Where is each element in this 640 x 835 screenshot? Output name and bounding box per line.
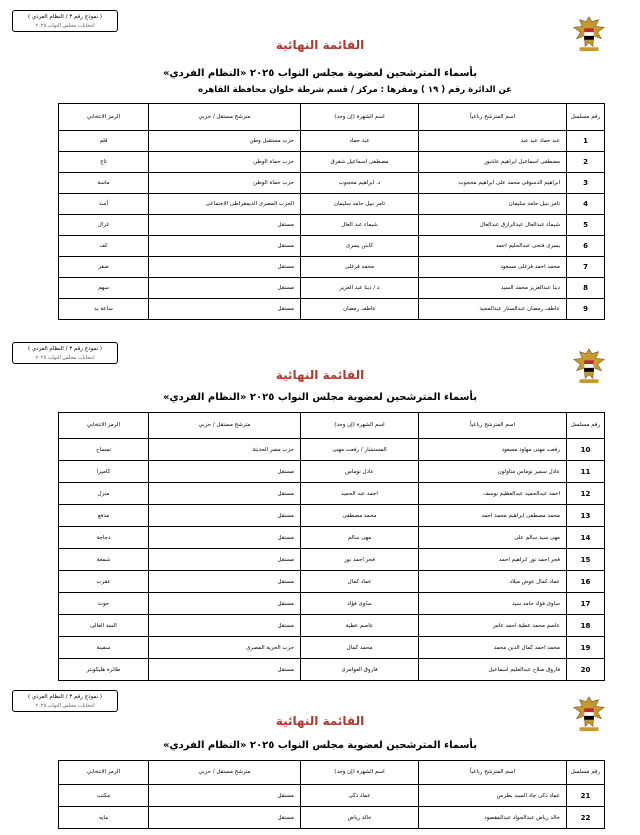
row-name: محمد احمد كمال الدين محمد [419,637,567,659]
table-row [59,659,605,681]
row-nickname: محمد مصطفى [301,505,419,527]
row-symbol: حوت [59,593,149,615]
row-num: 4 [567,194,605,215]
row-nickname: فاروق العوامرى [301,659,419,681]
table-row [59,173,605,194]
row-affiliation: مستقل [149,236,301,257]
form-badge [12,690,118,712]
row-symbol: مكتب [59,785,149,807]
table-row [59,215,605,236]
row-num: 20 [567,659,605,681]
header-symbol: الرمز الانتخابي [59,104,149,131]
row-nickname: مهى سالم [301,527,419,549]
header-name: اسم المترشح رباعياً [419,413,567,439]
row-num: 5 [567,215,605,236]
row-affiliation: حزب حماة الوطن [149,173,301,194]
candidates-table [58,760,605,829]
candidates-table [58,103,605,320]
row-affiliation: حزب مستقبل وطن [149,131,301,152]
row-symbol: سفينة [59,637,149,659]
row-symbol: منزل [59,483,149,505]
form-badge-line2: انتخابات مجلس النواب ٢٠٢٥ [35,23,95,29]
row-symbol: أسد [59,194,149,215]
row-affiliation: مستقل [149,659,301,681]
row-symbol: كف [59,236,149,257]
row-nickname: محمد كمال [301,637,419,659]
row-name: عاطف رمضان عبدالستار عبدالمجيد [419,299,567,320]
table-header-row [59,104,605,131]
row-name: محمد احمد فرغلى مسعود [419,257,567,278]
row-num: 13 [567,505,605,527]
row-affiliation: مستقل [149,299,301,320]
row-affiliation: مستقل [149,615,301,637]
final-list-title: القائمة النهائية [275,368,365,382]
table-row [59,461,605,483]
table-row [59,299,605,320]
row-name: ساوى فؤاد حامد سيد [419,593,567,615]
row-nickname: تامر نبيل حامد سليمان [301,194,419,215]
row-name: خالد رياض عبدالجواد عبدالمقصود [419,807,567,829]
row-name: فجر احمد نور ابراهيم احمد [419,549,567,571]
row-symbol: قلم [59,131,149,152]
header-num: رقم مسلسل [567,104,605,131]
table-row [59,527,605,549]
row-affiliation: مستقل [149,807,301,829]
row-name: رفعت مهنى مهاود مسعود [419,439,567,461]
row-affiliation: مستقل [149,549,301,571]
table-row [59,236,605,257]
row-symbol: تمساح [59,439,149,461]
row-symbol: سهم [59,278,149,299]
row-nickname: مصطفى اسماعيل شقرق [301,152,419,173]
table-row [59,257,605,278]
row-name: مهى سيد سالم على [419,527,567,549]
row-affiliation: الحزب المصرى الديمقراطى الاجتماعى [149,194,301,215]
header-num: رقم مسلسل [567,413,605,439]
row-num: 17 [567,593,605,615]
row-nickname: فجر احمد نور [301,549,419,571]
row-name: عماد كمال عوض ميلاد [419,571,567,593]
table-row [59,505,605,527]
page-section-1 [0,10,640,330]
row-num: 18 [567,615,605,637]
table-row [59,194,605,215]
row-nickname: عاصم عطية [301,615,419,637]
row-nickname: عماد ذكى [301,785,419,807]
row-nickname: عماد كمال [301,571,419,593]
candidates-table [58,412,605,681]
row-name: مصطفى اسماعيل ابراهيم عاشور [419,152,567,173]
row-nickname: د. ابراهيم محجوب [301,173,419,194]
row-affiliation: حزب مصر الحديثة [149,439,301,461]
table-row [59,549,605,571]
form-badge-line2: انتخابات مجلس النواب ٢٠٢٥ [35,703,95,709]
table-row [59,785,605,807]
final-list-title: القائمة النهائية [275,714,365,728]
row-symbol: ماسة [59,173,149,194]
row-num: 19 [567,637,605,659]
table-row [59,152,605,173]
form-badge-line1: ( نموذج رقم ٣ / النظام الفردي ) [27,14,103,20]
row-num: 6 [567,236,605,257]
row-symbol: صقر [59,257,149,278]
subtitle: بأسماء المترشحين لعضوية مجلس النواب ٢٠٢٥ «النظام الفردي» [163,740,477,751]
row-symbol: دجاجة [59,527,149,549]
row-nickname: د / دينا عبد العزيز [301,278,419,299]
row-name: احمد عبدالحميد عبدالعظيم يوسف [419,483,567,505]
header-nickname: اسم الشهرة (إن وجد) [301,104,419,131]
header-name: اسم المترشح رباعياً [419,104,567,131]
row-symbol: كاميرا [59,461,149,483]
row-symbol: شمعة [59,549,149,571]
row-symbol: مايه [59,807,149,829]
table-row [59,571,605,593]
row-name: فاروق صلاح عبدالعليم اسماعيل [419,659,567,681]
row-num: 22 [567,807,605,829]
row-nickname: المستشار / رفعت مهنى [301,439,419,461]
header-num: رقم مسلسل [567,761,605,785]
form-badge-line1: ( نموذج رقم ٣ / النظام الفردي ) [27,346,103,352]
row-symbol: طائرة هليكوبتر [59,659,149,681]
table-row [59,637,605,659]
table-row [59,807,605,829]
row-affiliation: مستقل [149,483,301,505]
row-affiliation: حزب حماة الوطن [149,152,301,173]
page-section-3 [0,690,640,835]
subtitle: بأسماء المترشحين لعضوية مجلس النواب ٢٠٢٥ «النظام الفردي» [163,392,477,403]
table-row [59,278,605,299]
row-symbol: ساعة يد [59,299,149,320]
form-badge [12,342,118,364]
row-name: تامر نبيل حامد سليمان [419,194,567,215]
row-symbol: مدفع [59,505,149,527]
table-row [59,439,605,461]
row-affiliation: مستقل [149,257,301,278]
table-row [59,131,605,152]
row-nickname: محمد فرغلى [301,257,419,278]
row-num: 14 [567,527,605,549]
row-symbol: عقرب [59,571,149,593]
row-affiliation: مستقل [149,785,301,807]
table-header-row [59,413,605,439]
row-affiliation: مستقل [149,461,301,483]
header-nickname: اسم الشهرة (إن وجد) [301,413,419,439]
row-nickname: شيماء عبد العال [301,215,419,236]
header-name: اسم المترشح رباعياً [419,761,567,785]
row-name: شيماء عبدالعال عبدالرازق عبدالعال [419,215,567,236]
table-header-row [59,761,605,785]
row-affiliation: مستقل [149,571,301,593]
row-name: عادل سمير توماس متاولون [419,461,567,483]
header-symbol: الرمز الانتخابي [59,413,149,439]
district-line: عن الدائرة رقم ( ١٩ ) ومقرها : مركز / قسم شرطة حلوان محافظة القاهره [198,85,512,95]
page-section-2 [0,342,640,677]
final-list-title: القائمة النهائية [275,38,365,52]
header-symbol: الرمز الانتخابي [59,761,149,785]
row-name: يسرى فتحى عبدالحليم احمد [419,236,567,257]
row-nickname: ساوى فؤاد [301,593,419,615]
row-nickname: احمد عبد الحميد [301,483,419,505]
row-nickname: خالد رياض [301,807,419,829]
header-affiliation: مترشح مستقل / حزبي [149,413,301,439]
row-nickname: عادل توماس [301,461,419,483]
row-num: 10 [567,439,605,461]
row-affiliation: حزب الحرية المصرى [149,637,301,659]
header-affiliation: مترشح مستقل / حزبي [149,104,301,131]
row-num: 21 [567,785,605,807]
table-row [59,483,605,505]
row-symbol: تاج [59,152,149,173]
row-num: 12 [567,483,605,505]
row-nickname: عبد حماد [301,131,419,152]
row-name: عبد حماد عبد عبد [419,131,567,152]
row-num: 15 [567,549,605,571]
row-name: عماد ذكى جاد السيد بطرس [419,785,567,807]
row-symbol: غزال [59,215,149,236]
row-symbol: السد العالى [59,615,149,637]
header-affiliation: مترشح مستقل / حزبي [149,761,301,785]
header-nickname: اسم الشهرة (إن وجد) [301,761,419,785]
row-affiliation: مستقل [149,278,301,299]
row-num: 9 [567,299,605,320]
row-affiliation: مستقل [149,215,301,236]
row-nickname: كابتن يسرى [301,236,419,257]
row-num: 11 [567,461,605,483]
row-name: ابراهيم الدسوقى محمد على ابراهيم محجوب [419,173,567,194]
table-row [59,593,605,615]
form-badge-line2: انتخابات مجلس النواب ٢٠٢٥ [35,355,95,361]
form-badge [12,10,118,32]
row-num: 7 [567,257,605,278]
form-badge-line1: ( نموذج رقم ٣ / النظام الفردي ) [27,694,103,700]
row-name: عاصم محمد عطية احمد عامر [419,615,567,637]
row-affiliation: مستقل [149,505,301,527]
row-affiliation: مستقل [149,527,301,549]
row-name: محمد مصطفى ابراهيم محمد احمد [419,505,567,527]
table-row [59,615,605,637]
row-num: 3 [567,173,605,194]
row-name: دينا عبدالعزيز محمد السيد [419,278,567,299]
row-num: 16 [567,571,605,593]
subtitle: بأسماء المترشحين لعضوية مجلس النواب ٢٠٢٥ «النظام الفردي» [163,68,477,79]
row-num: 2 [567,152,605,173]
row-num: 1 [567,131,605,152]
row-affiliation: مستقل [149,593,301,615]
row-num: 8 [567,278,605,299]
row-nickname: عاطف رمضان [301,299,419,320]
